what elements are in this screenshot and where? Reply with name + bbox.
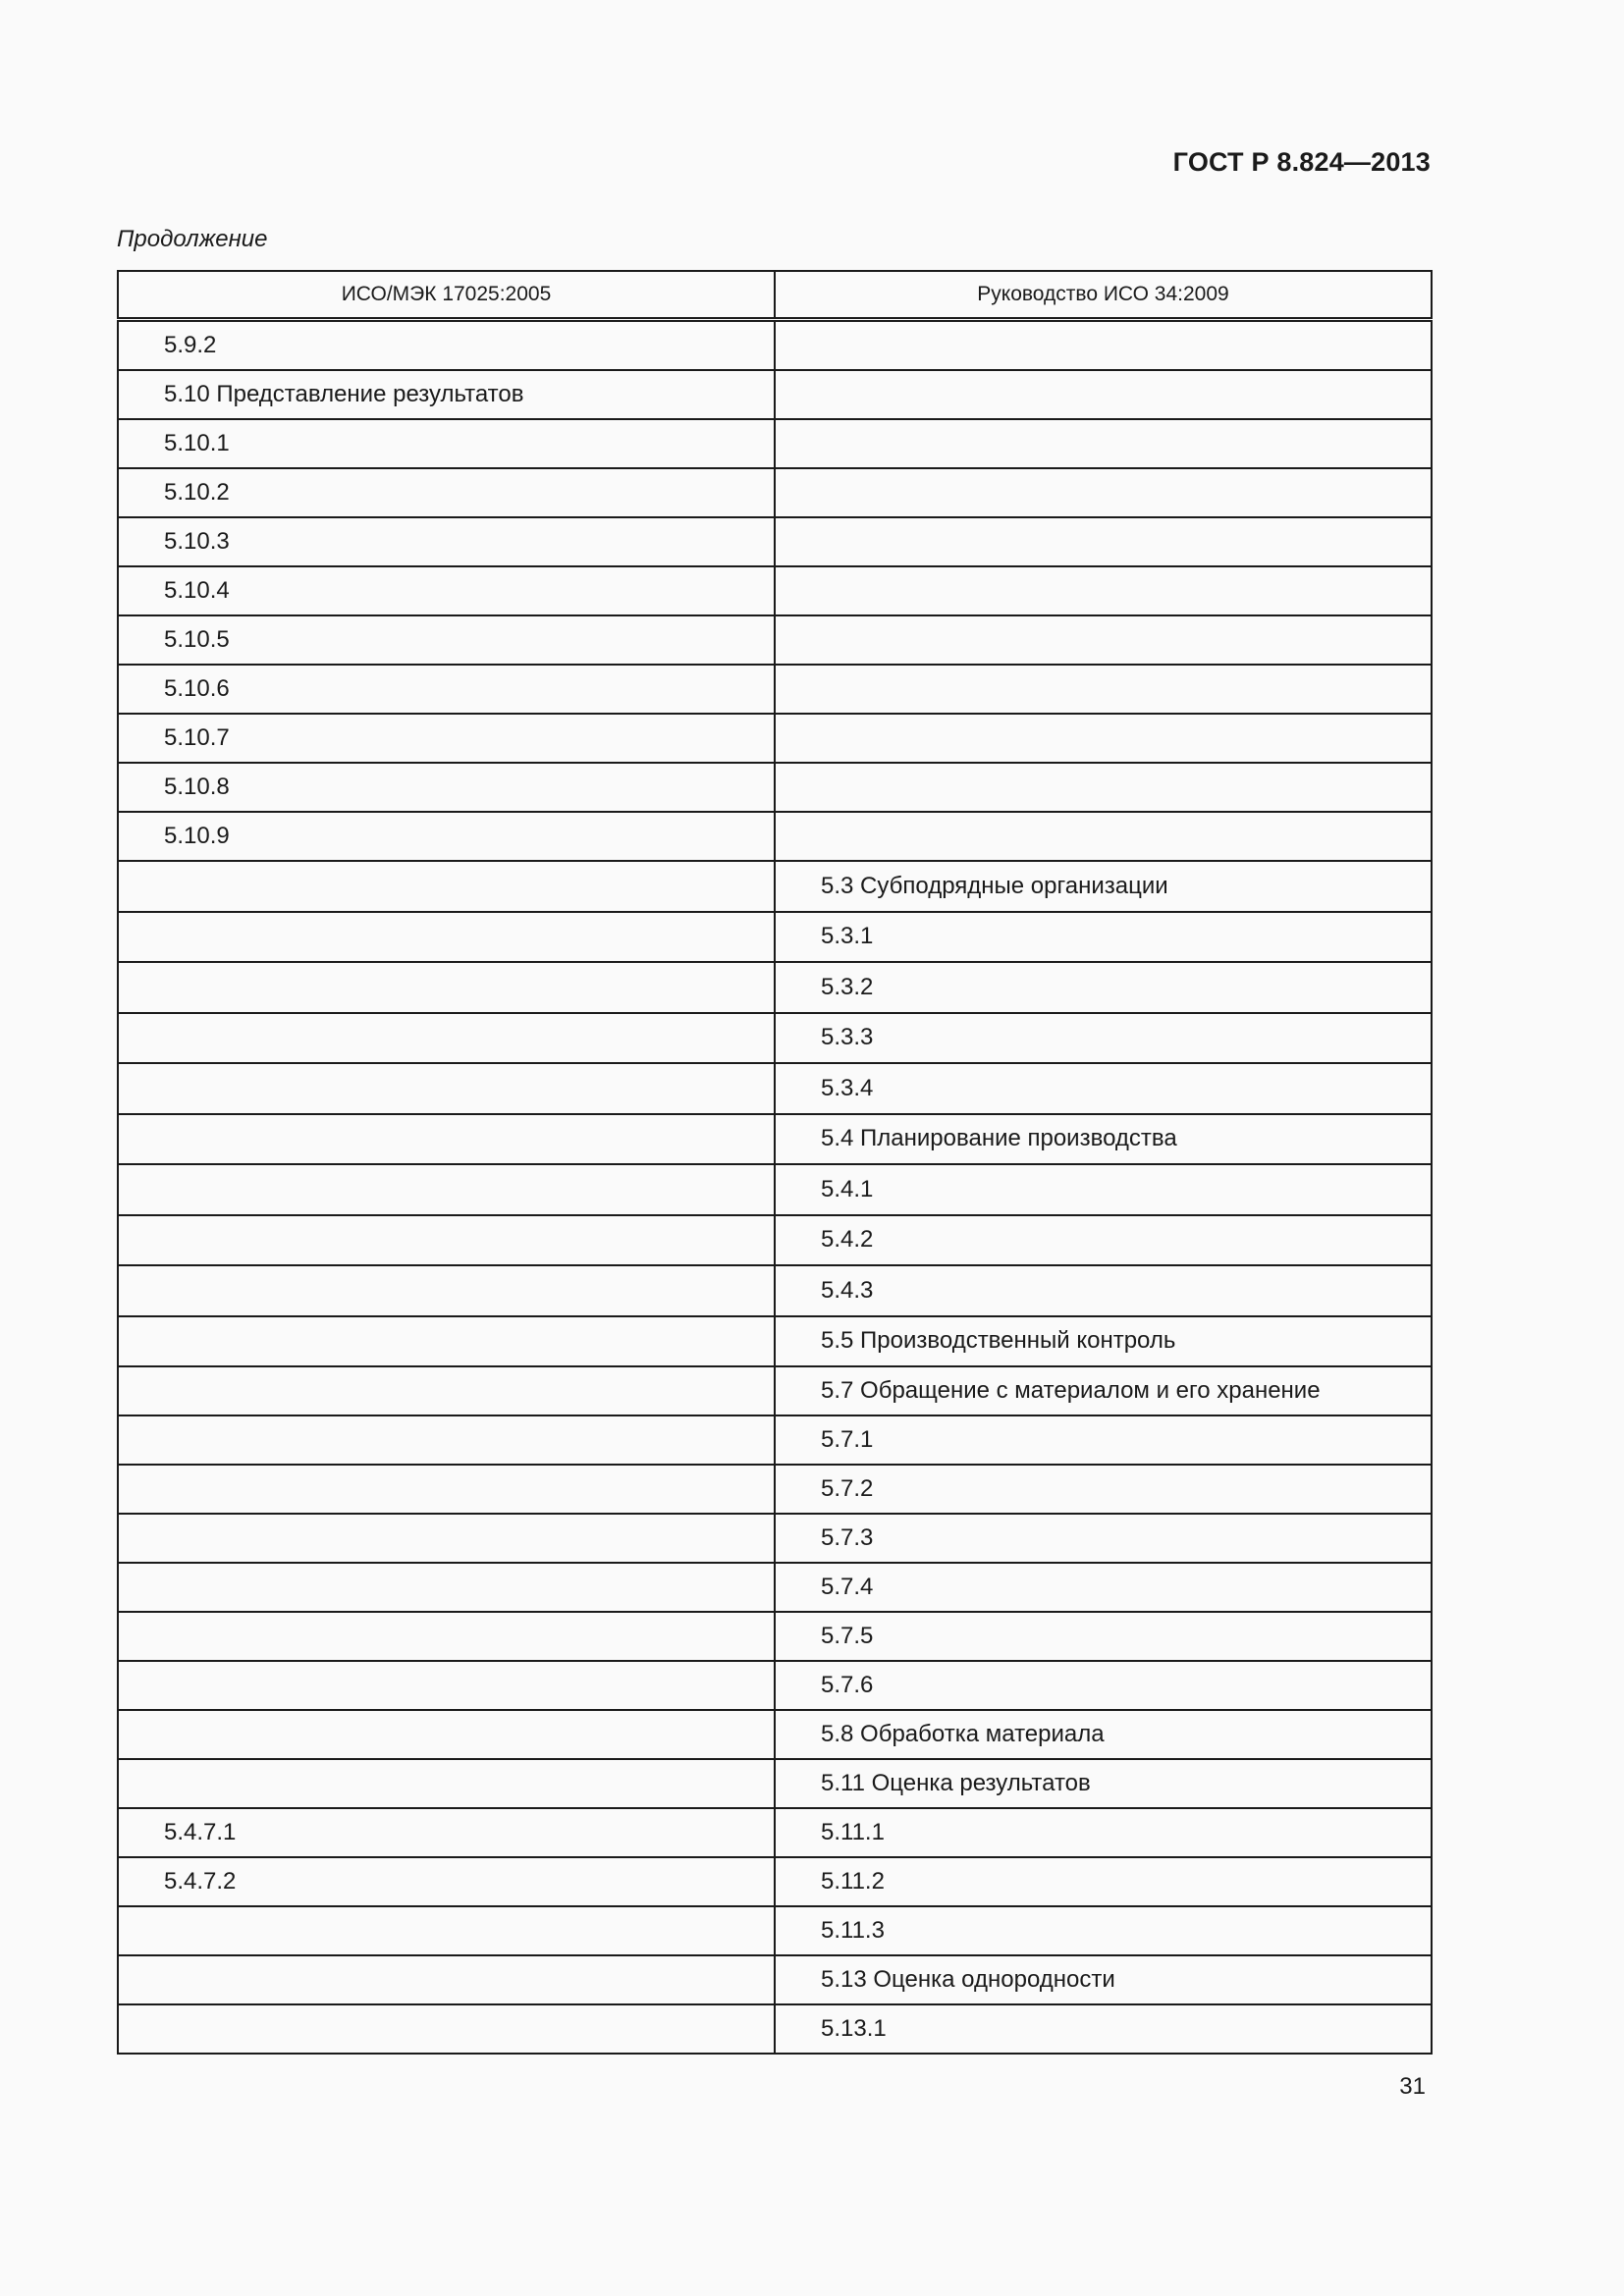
cell-iso-iec-17025: 5.10.5 — [118, 615, 775, 665]
column-header-iso-guide-34: Руководство ИСО 34:2009 — [775, 271, 1432, 320]
cell-iso-guide-34: 5.11.1 — [775, 1808, 1432, 1857]
cell-iso-iec-17025 — [118, 1563, 775, 1612]
cell-iso-guide-34 — [775, 714, 1432, 763]
cell-iso-guide-34: 5.13.1 — [775, 2004, 1432, 2054]
table-row — [118, 1661, 1432, 1710]
cell-iso-iec-17025: 5.10.9 — [118, 812, 775, 861]
cell-iso-iec-17025 — [118, 1063, 775, 1114]
table-row — [118, 1759, 1432, 1808]
cell-iso-iec-17025: 5.10.8 — [118, 763, 775, 812]
cell-iso-iec-17025: 5.4.7.1 — [118, 1808, 775, 1857]
continuation-label: Продолжение — [117, 226, 268, 252]
cell-iso-guide-34 — [775, 370, 1432, 419]
cell-iso-iec-17025 — [118, 1013, 775, 1064]
cell-iso-guide-34: 5.3.4 — [775, 1063, 1432, 1114]
table-body — [118, 320, 1432, 2055]
cell-iso-iec-17025 — [118, 912, 775, 963]
cell-iso-guide-34 — [775, 517, 1432, 566]
cell-iso-iec-17025 — [118, 962, 775, 1013]
table-row — [118, 1114, 1432, 1165]
cell-iso-guide-34: 5.11.2 — [775, 1857, 1432, 1906]
cell-iso-guide-34: 5.7.3 — [775, 1514, 1432, 1563]
table-header — [118, 271, 1432, 320]
cell-iso-guide-34: 5.4.1 — [775, 1164, 1432, 1215]
table-row — [118, 2004, 1432, 2054]
cell-iso-iec-17025: 5.9.2 — [118, 320, 775, 371]
table-row — [118, 1164, 1432, 1215]
cell-iso-iec-17025 — [118, 1265, 775, 1316]
table-row — [118, 1563, 1432, 1612]
table-row — [118, 1366, 1432, 1415]
table-row — [118, 1955, 1432, 2004]
cell-iso-iec-17025: 5.10.3 — [118, 517, 775, 566]
cell-iso-iec-17025 — [118, 1612, 775, 1661]
cell-iso-guide-34 — [775, 468, 1432, 517]
cell-iso-guide-34: 5.7.4 — [775, 1563, 1432, 1612]
table-row — [118, 1514, 1432, 1563]
table-row — [118, 1316, 1432, 1367]
cell-iso-iec-17025 — [118, 1955, 775, 2004]
cell-iso-iec-17025 — [118, 1316, 775, 1367]
cell-iso-iec-17025 — [118, 1366, 775, 1415]
cell-iso-iec-17025 — [118, 1906, 775, 1955]
cell-iso-guide-34: 5.8 Обработка материала — [775, 1710, 1432, 1759]
table-row — [118, 1215, 1432, 1266]
cell-iso-guide-34: 5.11 Оценка результатов — [775, 1759, 1432, 1808]
cell-iso-guide-34: 5.13 Оценка однородности — [775, 1955, 1432, 2004]
cell-iso-iec-17025 — [118, 1465, 775, 1514]
cell-iso-guide-34: 5.7.2 — [775, 1465, 1432, 1514]
cell-iso-guide-34 — [775, 615, 1432, 665]
cell-iso-iec-17025 — [118, 1514, 775, 1563]
table-row — [118, 861, 1432, 912]
cell-iso-guide-34: 5.4.3 — [775, 1265, 1432, 1316]
table-row — [118, 1265, 1432, 1316]
cell-iso-iec-17025 — [118, 861, 775, 912]
cell-iso-iec-17025 — [118, 2004, 775, 2054]
cell-iso-guide-34: 5.7.6 — [775, 1661, 1432, 1710]
column-header-iso-iec-17025: ИСО/МЭК 17025:2005 — [118, 271, 775, 320]
cell-iso-guide-34: 5.3 Субподрядные организации — [775, 861, 1432, 912]
table-row — [118, 1465, 1432, 1514]
cell-iso-iec-17025: 5.10.6 — [118, 665, 775, 714]
cell-iso-iec-17025: 5.4.7.2 — [118, 1857, 775, 1906]
cell-iso-guide-34: 5.3.3 — [775, 1013, 1432, 1064]
table-row — [118, 1612, 1432, 1661]
table-row — [118, 912, 1432, 963]
cell-iso-guide-34 — [775, 665, 1432, 714]
table-row — [118, 763, 1432, 812]
cell-iso-guide-34: 5.7.5 — [775, 1612, 1432, 1661]
table-row — [118, 1063, 1432, 1114]
cell-iso-guide-34: 5.3.2 — [775, 962, 1432, 1013]
cell-iso-iec-17025 — [118, 1415, 775, 1465]
cell-iso-iec-17025 — [118, 1215, 775, 1266]
standard-number: ГОСТ Р 8.824—2013 — [1172, 147, 1431, 177]
cell-iso-iec-17025: 5.10.7 — [118, 714, 775, 763]
table-row — [118, 665, 1432, 714]
cell-iso-iec-17025: 5.10.1 — [118, 419, 775, 468]
cell-iso-guide-34 — [775, 763, 1432, 812]
cell-iso-guide-34 — [775, 812, 1432, 861]
cell-iso-guide-34: 5.4 Планирование производства — [775, 1114, 1432, 1165]
table-row — [118, 468, 1432, 517]
table-row — [118, 714, 1432, 763]
table-row — [118, 1013, 1432, 1064]
table-row — [118, 566, 1432, 615]
cell-iso-guide-34: 5.7.1 — [775, 1415, 1432, 1465]
cell-iso-iec-17025 — [118, 1114, 775, 1165]
table-row — [118, 812, 1432, 861]
cell-iso-guide-34 — [775, 419, 1432, 468]
table-row — [118, 1710, 1432, 1759]
cell-iso-iec-17025: 5.10 Представление результатов — [118, 370, 775, 419]
table-row — [118, 962, 1432, 1013]
table-row — [118, 1808, 1432, 1857]
table-row — [118, 1857, 1432, 1906]
cell-iso-iec-17025: 5.10.2 — [118, 468, 775, 517]
cell-iso-guide-34 — [775, 566, 1432, 615]
cell-iso-guide-34: 5.4.2 — [775, 1215, 1432, 1266]
cell-iso-iec-17025 — [118, 1661, 775, 1710]
cell-iso-iec-17025 — [118, 1710, 775, 1759]
table-row — [118, 517, 1432, 566]
table-row — [118, 419, 1432, 468]
table-row — [118, 1415, 1432, 1465]
cell-iso-iec-17025: 5.10.4 — [118, 566, 775, 615]
table-row — [118, 320, 1432, 371]
cell-iso-guide-34: 5.3.1 — [775, 912, 1432, 963]
cell-iso-iec-17025 — [118, 1164, 775, 1215]
cell-iso-guide-34 — [775, 320, 1432, 371]
cell-iso-guide-34: 5.7 Обращение с материалом и его хранение — [775, 1366, 1432, 1415]
table-row — [118, 1906, 1432, 1955]
table-row — [118, 370, 1432, 419]
cell-iso-guide-34: 5.5 Производственный контроль — [775, 1316, 1432, 1367]
page-number: 31 — [1399, 2073, 1426, 2100]
cell-iso-iec-17025 — [118, 1759, 775, 1808]
correspondence-table — [117, 270, 1433, 2055]
table-row — [118, 615, 1432, 665]
cell-iso-guide-34: 5.11.3 — [775, 1906, 1432, 1955]
